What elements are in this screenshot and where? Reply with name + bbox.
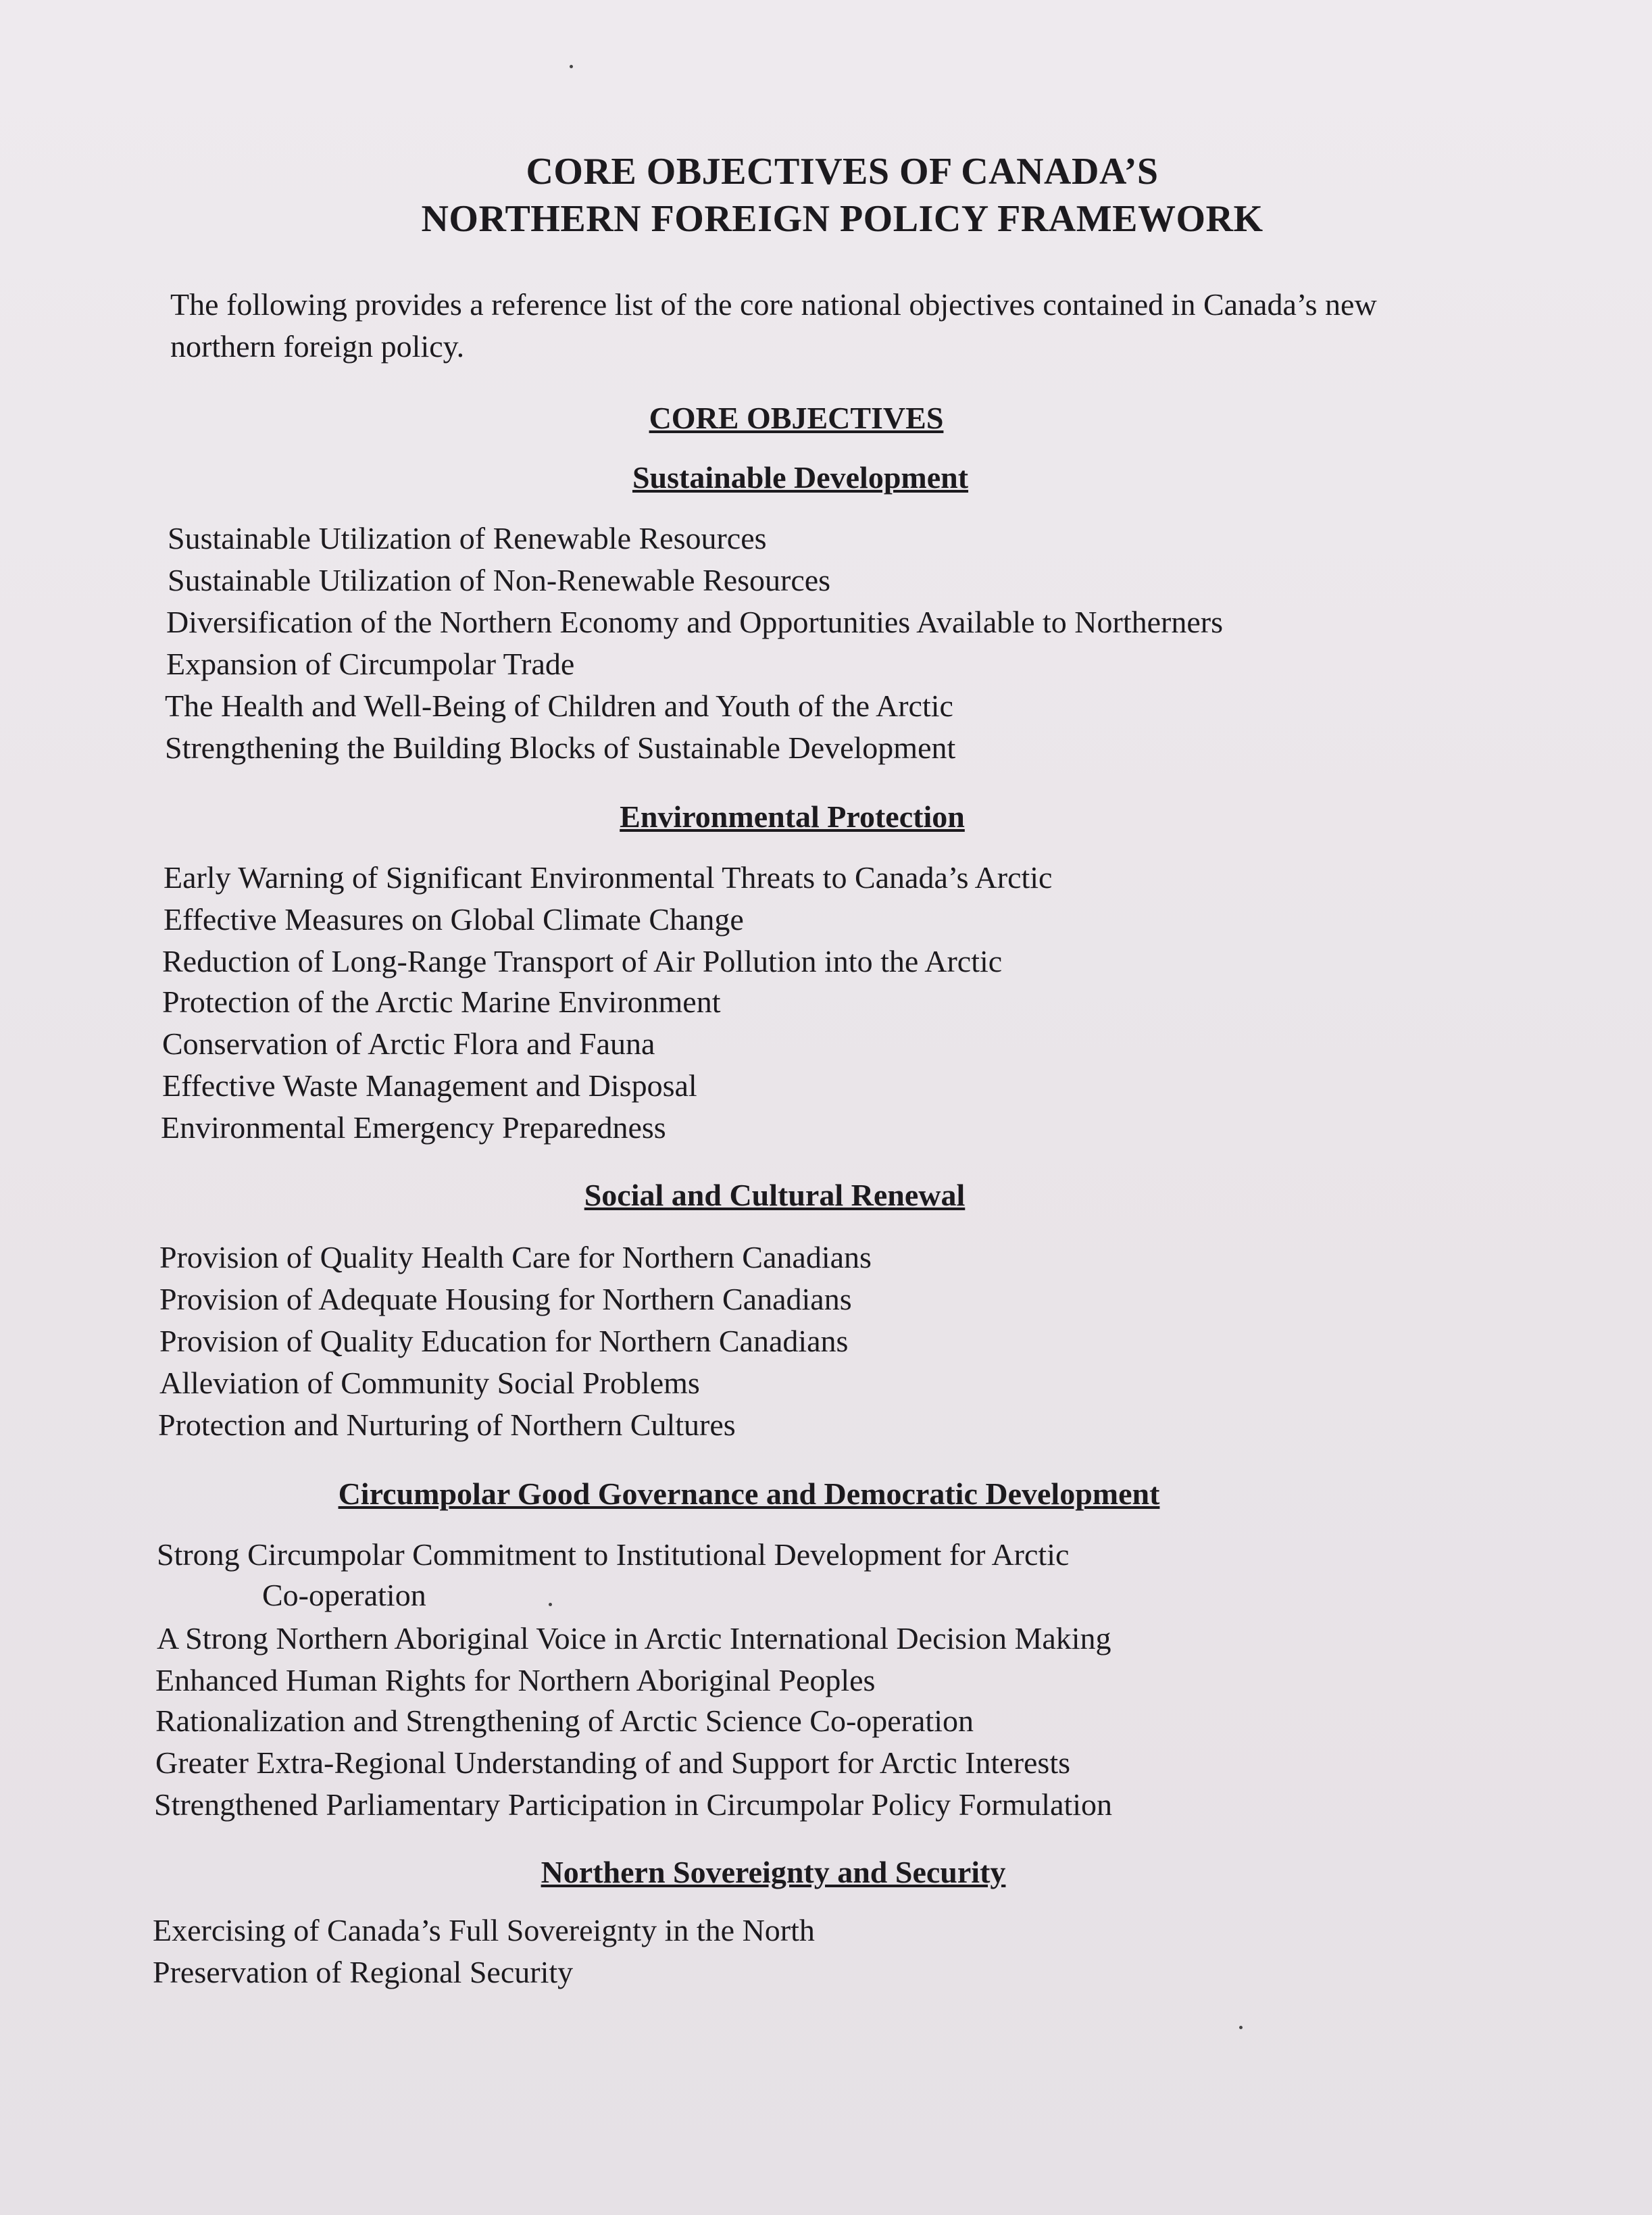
objective-item: Strengthened Parliamentary Participation in Circumpolar Policy Formulation bbox=[154, 1787, 1113, 1822]
objective-item: Reduction of Long-Range Transport of Air Pollution into the Arctic bbox=[162, 944, 1003, 978]
objective-item: The Health and Well-Being of Children and Youth of the Arctic bbox=[165, 689, 953, 723]
objective-item: Preservation of Regional Security bbox=[153, 1955, 574, 1989]
objective-item: Early Warning of Significant Environmental Threats to Canada’s Arctic bbox=[164, 860, 1053, 895]
objective-item: Enhanced Human Rights for Northern Aboriginal Peoples bbox=[155, 1663, 876, 1697]
core-objectives-heading: CORE OBJECTIVES bbox=[649, 401, 944, 435]
intro-line-2: northern foreign policy. bbox=[170, 329, 465, 364]
speck-mark bbox=[570, 65, 573, 68]
objective-item: A Strong Northern Aboriginal Voice in Arctic International Decision Making bbox=[157, 1621, 1111, 1656]
objective-item: Rationalization and Strengthening of Arctic Science Co-operation bbox=[155, 1703, 974, 1738]
section-heading-sustainable-development: Sustainable Development bbox=[632, 460, 969, 495]
objective-item: Expansion of Circumpolar Trade bbox=[166, 647, 575, 681]
objective-item: Sustainable Utilization of Non-Renewable Resources bbox=[168, 563, 831, 597]
objective-item: Strong Circumpolar Commitment to Institutional Development for Arctic bbox=[157, 1537, 1070, 1572]
section-heading-northern-sovereignty: Northern Sovereignty and Security bbox=[541, 1855, 1006, 1889]
speck-mark bbox=[549, 1603, 552, 1606]
objective-item: Alleviation of Community Social Problems bbox=[159, 1366, 700, 1400]
intro-line-1: The following provides a reference list of the core national objectives contained in Canada’s new bbox=[170, 287, 1377, 322]
objective-item: Sustainable Utilization of Renewable Resources bbox=[168, 521, 767, 555]
speck-mark bbox=[1239, 2026, 1243, 2029]
objective-item: Diversification of the Northern Economy and Opportunities Available to Northerners bbox=[166, 605, 1223, 639]
document-title-line-2: NORTHERN FOREIGN POLICY FRAMEWORK bbox=[421, 198, 1263, 240]
objective-item: Protection and Nurturing of Northern Cultures bbox=[158, 1408, 736, 1442]
objective-item: Protection of the Arctic Marine Environment bbox=[162, 985, 721, 1019]
section-heading-environmental-protection: Environmental Protection bbox=[620, 799, 965, 834]
objective-item: Greater Extra-Regional Understanding of and Support for Arctic Interests bbox=[155, 1745, 1071, 1780]
objective-item: Effective Waste Management and Disposal bbox=[162, 1068, 697, 1103]
objective-item: Provision of Adequate Housing for Northern Canadians bbox=[159, 1282, 852, 1316]
objective-item: Conservation of Arctic Flora and Fauna bbox=[162, 1026, 655, 1061]
objective-item: Provision of Quality Education for Northern Canadians bbox=[159, 1324, 849, 1358]
objective-item: Exercising of Canada’s Full Sovereignty in the North bbox=[153, 1913, 815, 1947]
objective-item: Environmental Emergency Preparedness bbox=[161, 1110, 666, 1145]
objective-item: Effective Measures on Global Climate Change bbox=[164, 902, 744, 937]
objective-item: Strengthening the Building Blocks of Sustainable Development bbox=[165, 730, 956, 765]
section-heading-circumpolar-governance: Circumpolar Good Governance and Democratic Development bbox=[338, 1476, 1160, 1511]
document-title-line-1: CORE OBJECTIVES OF CANADA’S bbox=[526, 151, 1159, 193]
objective-item-continuation: Co-operation bbox=[262, 1578, 426, 1612]
section-heading-social-cultural-renewal: Social and Cultural Renewal bbox=[584, 1178, 966, 1212]
objective-item: Provision of Quality Health Care for Northern Canadians bbox=[159, 1240, 872, 1274]
